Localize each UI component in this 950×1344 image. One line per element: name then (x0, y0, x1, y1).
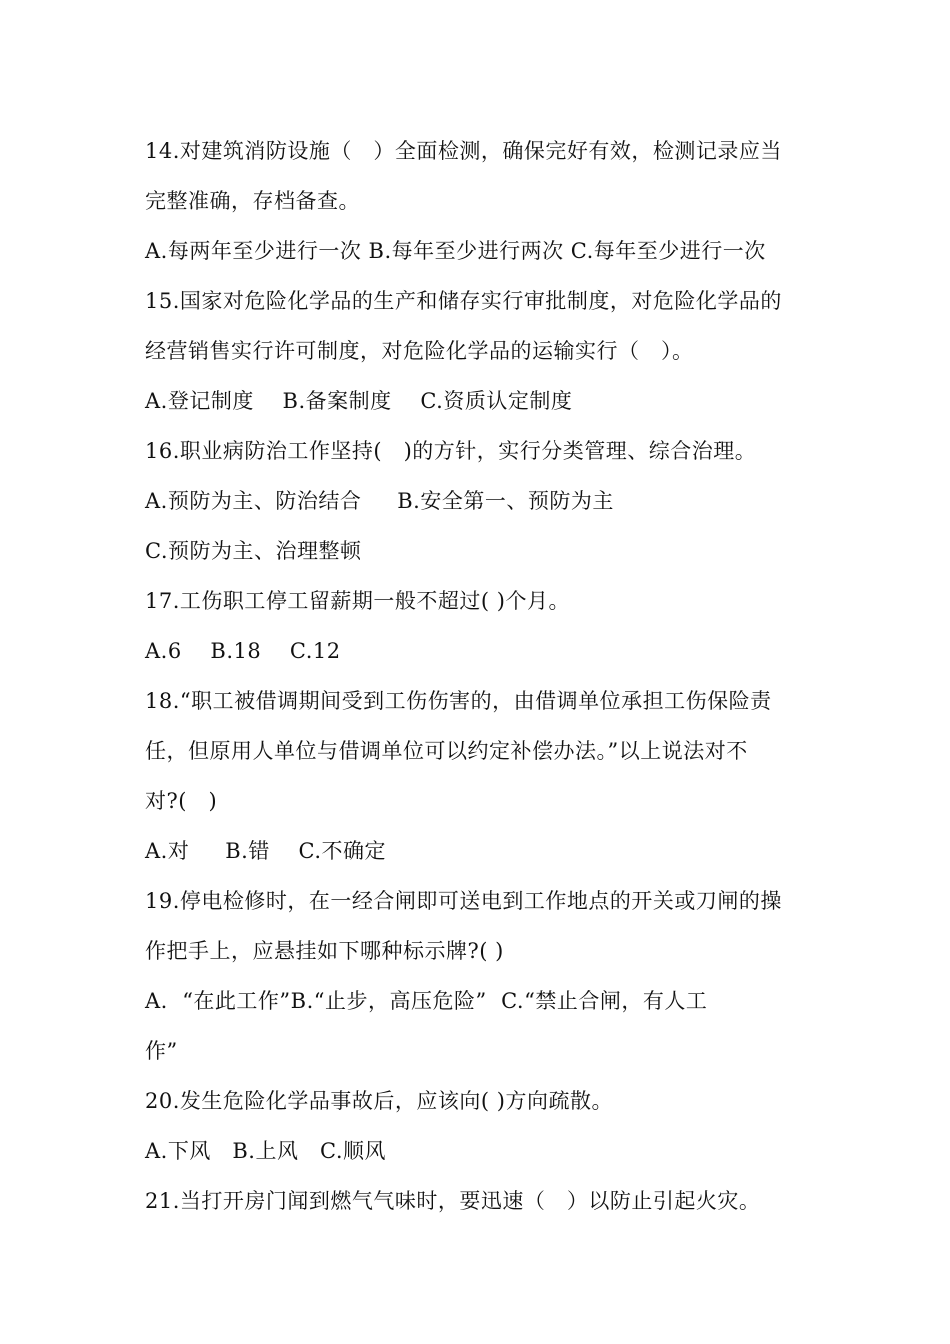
question-18-line-3: 对?( ) (145, 789, 218, 813)
question-20-line-1: 20.发生危险化学品事故后，应该向( )方向疏散。 (145, 1089, 613, 1113)
question-15-line-2: 经营销售实行许可制度，对危险化学品的运输实行（ ）。 (145, 339, 694, 363)
question-14-line-1: 14.对建筑消防设施（ ）全面检测，确保完好有效，检测记录应当 (145, 139, 782, 163)
question-20-options: A.下风 B.上风 C.顺风 (145, 1139, 386, 1163)
question-19-options-2: 作” (145, 1039, 178, 1063)
question-19-line-1: 19.停电检修时，在一经合闸即可送电到工作地点的开关或刀闸的操 (145, 889, 782, 913)
question-14-line-2: 完整准确，存档备查。 (145, 189, 360, 213)
question-16-line-1: 16.职业病防治工作坚持( )的方针，实行分类管理、综合治理。 (145, 439, 757, 463)
question-19-line-2: 作把手上，应悬挂如下哪种标示牌?( ) (145, 939, 504, 963)
question-21-line-1: 21.当打开房门闻到燃气气味时，要迅速（ ）以防止引起火灾。 (145, 1189, 761, 1213)
question-17-line-1: 17.工伤职工停工留薪期一般不超过( )个月。 (145, 589, 570, 613)
question-18-line-1: 18.“职工被借调期间受到工伤伤害的，由借调单位承担工伤保险责 (145, 689, 772, 713)
question-19-options-1: A. “在此工作”B.“止步，高压危险” C.“禁止合闸，有人工 (145, 989, 708, 1013)
question-16-options-2: C.预防为主、治理整顿 (145, 539, 362, 563)
question-18-line-2: 任，但原用人单位与借调单位可以约定补偿办法。”以上说法对不 (145, 739, 748, 763)
question-14-options: A.每两年至少进行一次 B.每年至少进行两次 C.每年至少进行一次 (145, 239, 766, 263)
question-15-options: A.登记制度 B.备案制度 C.资质认定制度 (145, 389, 573, 413)
question-18-options: A.对 B.错 C.不确定 (145, 839, 387, 863)
question-17-options: A.6 B.18 C.12 (145, 639, 341, 663)
question-16-options-1: A.预防为主、防治结合 B.安全第一、预防为主 (145, 489, 614, 513)
question-15-line-1: 15.国家对危险化学品的生产和储存实行审批制度，对危险化学品的 (145, 289, 782, 313)
